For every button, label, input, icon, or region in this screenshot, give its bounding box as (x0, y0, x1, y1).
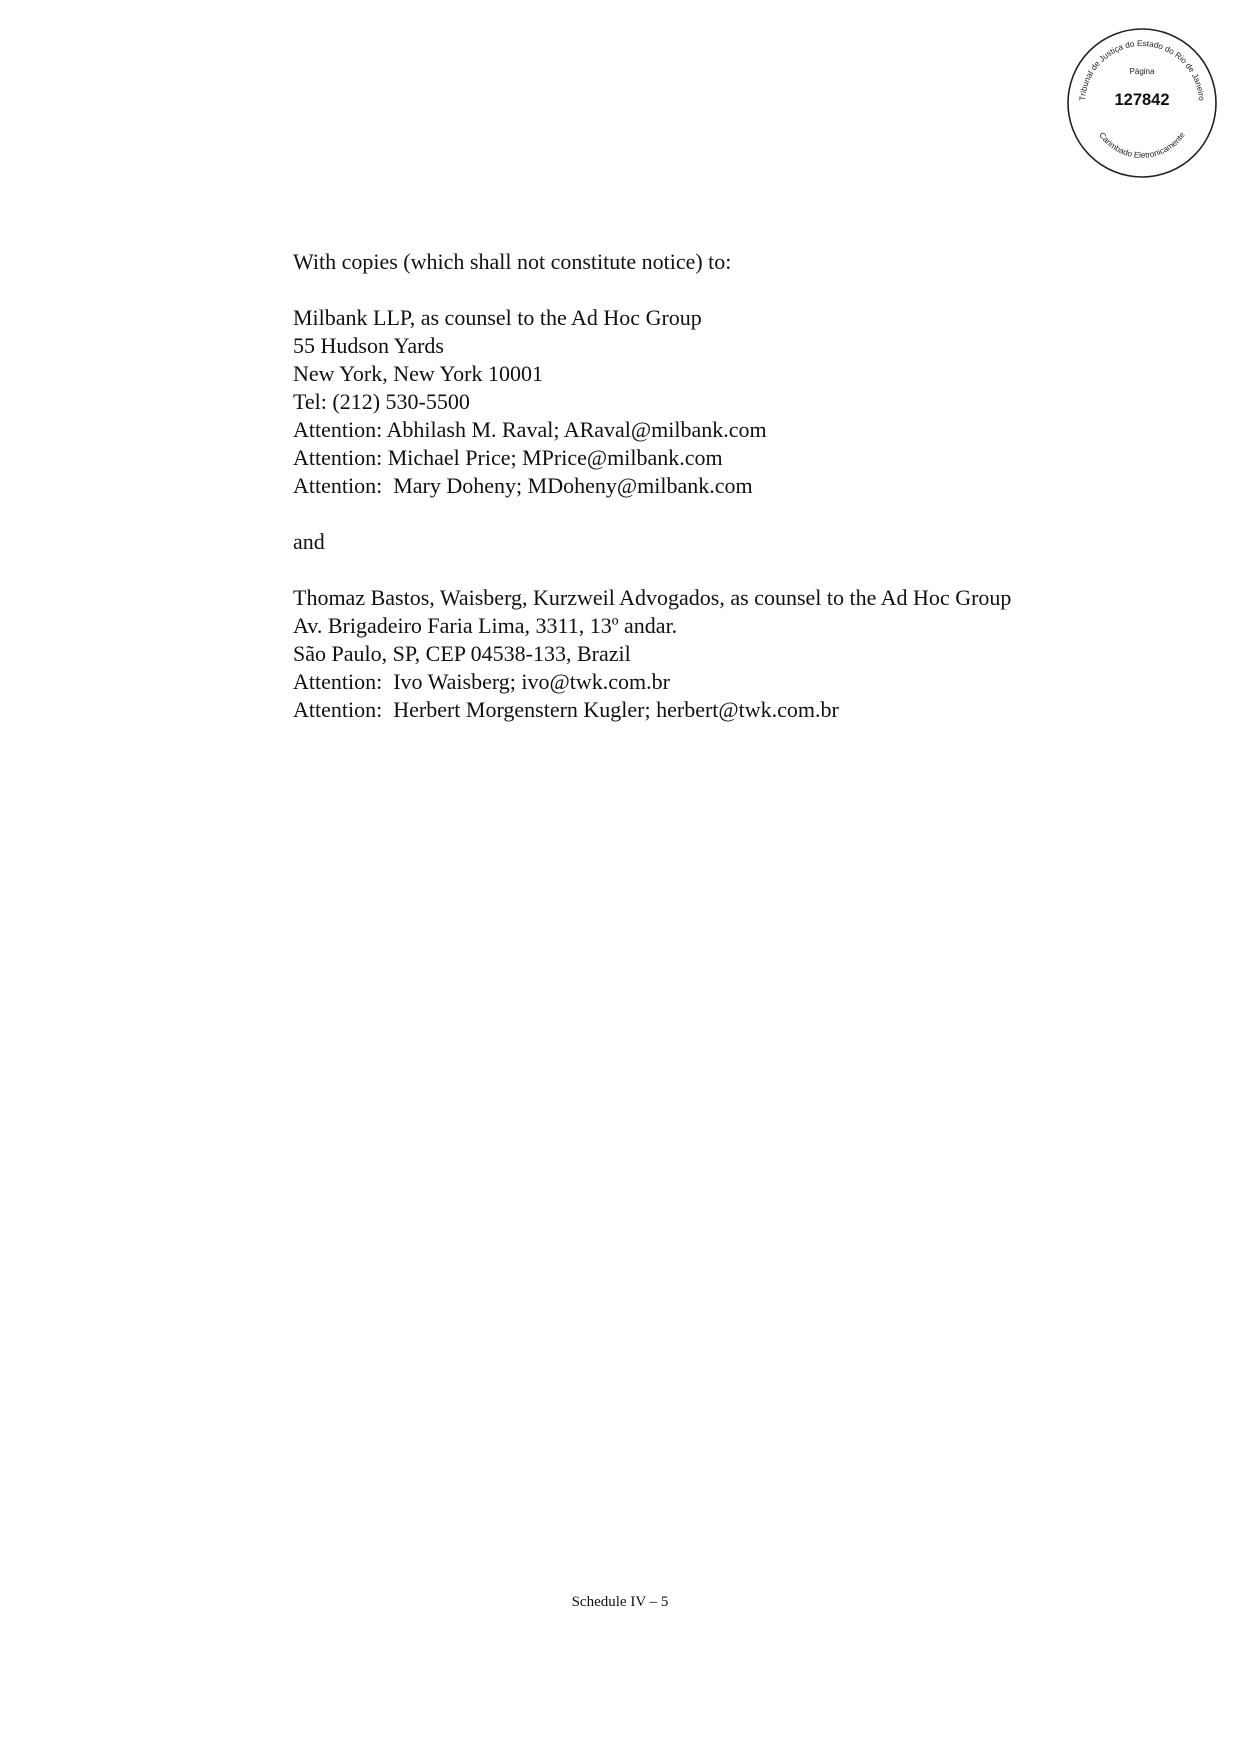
milbank-line: Attention: Mary Doheny; MDoheny@milbank.com (293, 473, 753, 498)
thomaz-line: Av. Brigadeiro Faria Lima, 3311, 13º andar. (293, 613, 678, 638)
thomaz-address-block (293, 584, 1173, 724)
milbank-line: New York, New York 10001 (293, 361, 543, 386)
court-stamp-graphic (1065, 26, 1219, 180)
thomaz-line: Thomaz Bastos, Waisberg, Kurzweil Advogados, as counsel to the Ad Hoc Group (293, 585, 1012, 610)
stamp-top-arc-text: Tribunal de Justiça do Estado do Rio de Janeiro (1078, 38, 1206, 102)
thomaz-line: Attention: Ivo Waisberg; ivo@twk.com.br (293, 669, 670, 694)
milbank-address-block (293, 304, 1173, 500)
notice-copies-section (293, 248, 1173, 724)
thomaz-line: São Paulo, SP, CEP 04538-133, Brazil (293, 641, 631, 666)
page-footer: Schedule IV – 5 (571, 1594, 669, 1610)
thomaz-line: Attention: Herbert Morgenstern Kugler; herbert@twk.com.br (293, 697, 839, 722)
milbank-line: Milbank LLP, as counsel to the Ad Hoc Group (293, 305, 702, 330)
milbank-line: Attention: Abhilash M. Raval; ARaval@milbank.com (293, 417, 767, 442)
court-stamp (1065, 26, 1219, 180)
milbank-line: Attention: Michael Price; MPrice@milbank.com (293, 445, 723, 470)
stamp-bottom-arc-text: Carimbado Eletronicamente (1097, 130, 1187, 160)
stamp-page-number: 127842 (1114, 91, 1170, 109)
milbank-line: 55 Hudson Yards (293, 333, 444, 358)
intro-line: With copies (which shall not constitute notice) to: (293, 249, 732, 274)
stamp-label: Página (1129, 67, 1155, 76)
milbank-line: Tel: (212) 530-5500 (293, 389, 470, 414)
conjunction-line: and (293, 529, 325, 554)
